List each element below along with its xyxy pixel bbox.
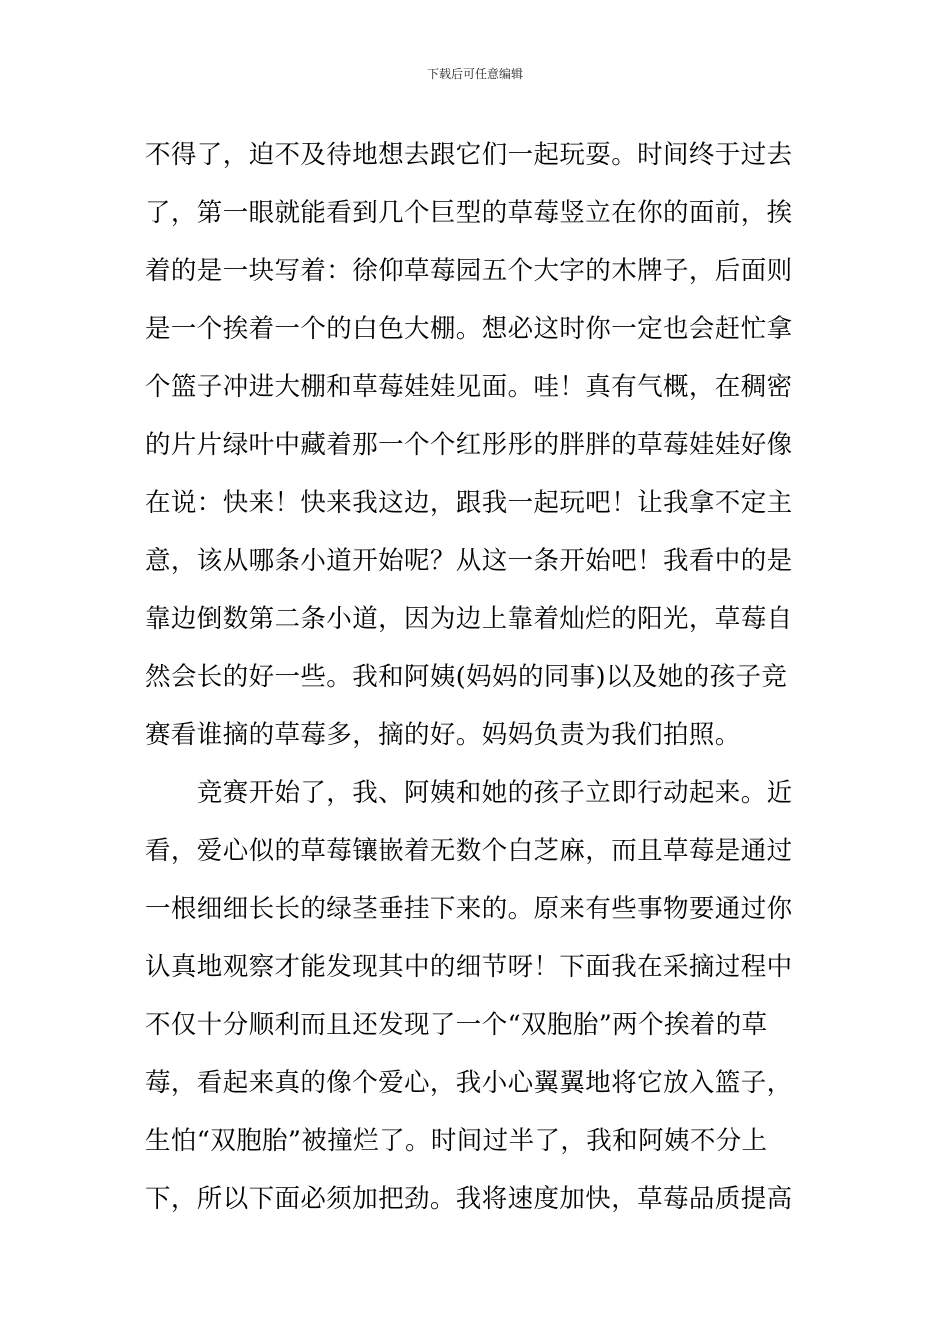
text-line: 了，第一眼就能看到几个巨型的草莓竖立在你的面前，挨 [145,198,793,228]
text-line: 是一个挨着一个的白色大棚。想必这时你一定也会赶忙拿 [145,314,793,344]
text-line: 生怕“双胞胎”被撞烂了。时间过半了，我和阿姨不分上 [145,1126,768,1156]
text-line: 莓，看起来真的像个爱心，我小心翼翼地将它放入篮子， [145,1068,793,1098]
text-line: 然会长的好一些。我和阿姨(妈妈的同事)以及她的孩子竞 [145,662,788,692]
text-line: 下，所以下面必须加把劲。我将速度加快，草莓品质提高 [145,1184,793,1214]
text-line: 在说：快来！快来我这边，跟我一起玩吧！让我拿不定主 [145,488,793,518]
text-line: 不仅十分顺利而且还发现了一个“双胞胎”两个挨着的草 [145,1010,768,1040]
page-header: 下载后可任意编辑 [426,67,523,81]
text-line: 竞赛开始了，我、阿姨和她的孩子立即行动起来。近 [145,778,793,808]
text-line: 一根细细长长的绿茎垂挂下来的。原来有些事物要通过你 [145,894,793,924]
text-line: 意，该从哪条小道开始呢？从这一条开始吧！我看中的是 [145,546,793,576]
text-line: 认真地观察才能发现其中的细节呀！下面我在采摘过程中 [145,952,793,982]
text-line: 靠边倒数第二条小道，因为边上靠着灿烂的阳光，草莓自 [145,604,793,634]
text-line: 看，爱心似的草莓镶嵌着无数个白芝麻，而且草莓是通过 [145,836,793,866]
body-text [145,126,810,1228]
text-line: 个篮子冲进大棚和草莓娃娃见面。哇！真有气概，在稠密 [145,372,793,402]
text-line: 着的是一块写着：徐仰草莓园五个大字的木牌子，后面则 [145,256,793,286]
text-line: 的片片绿叶中藏着那一个个红彤彤的胖胖的草莓娃娃好像 [145,430,793,460]
text-line: 赛看谁摘的草莓多，摘的好。妈妈负责为我们拍照。 [145,720,741,750]
text-line: 不得了，迫不及待地想去跟它们一起玩耍。时间终于过去 [145,140,793,170]
